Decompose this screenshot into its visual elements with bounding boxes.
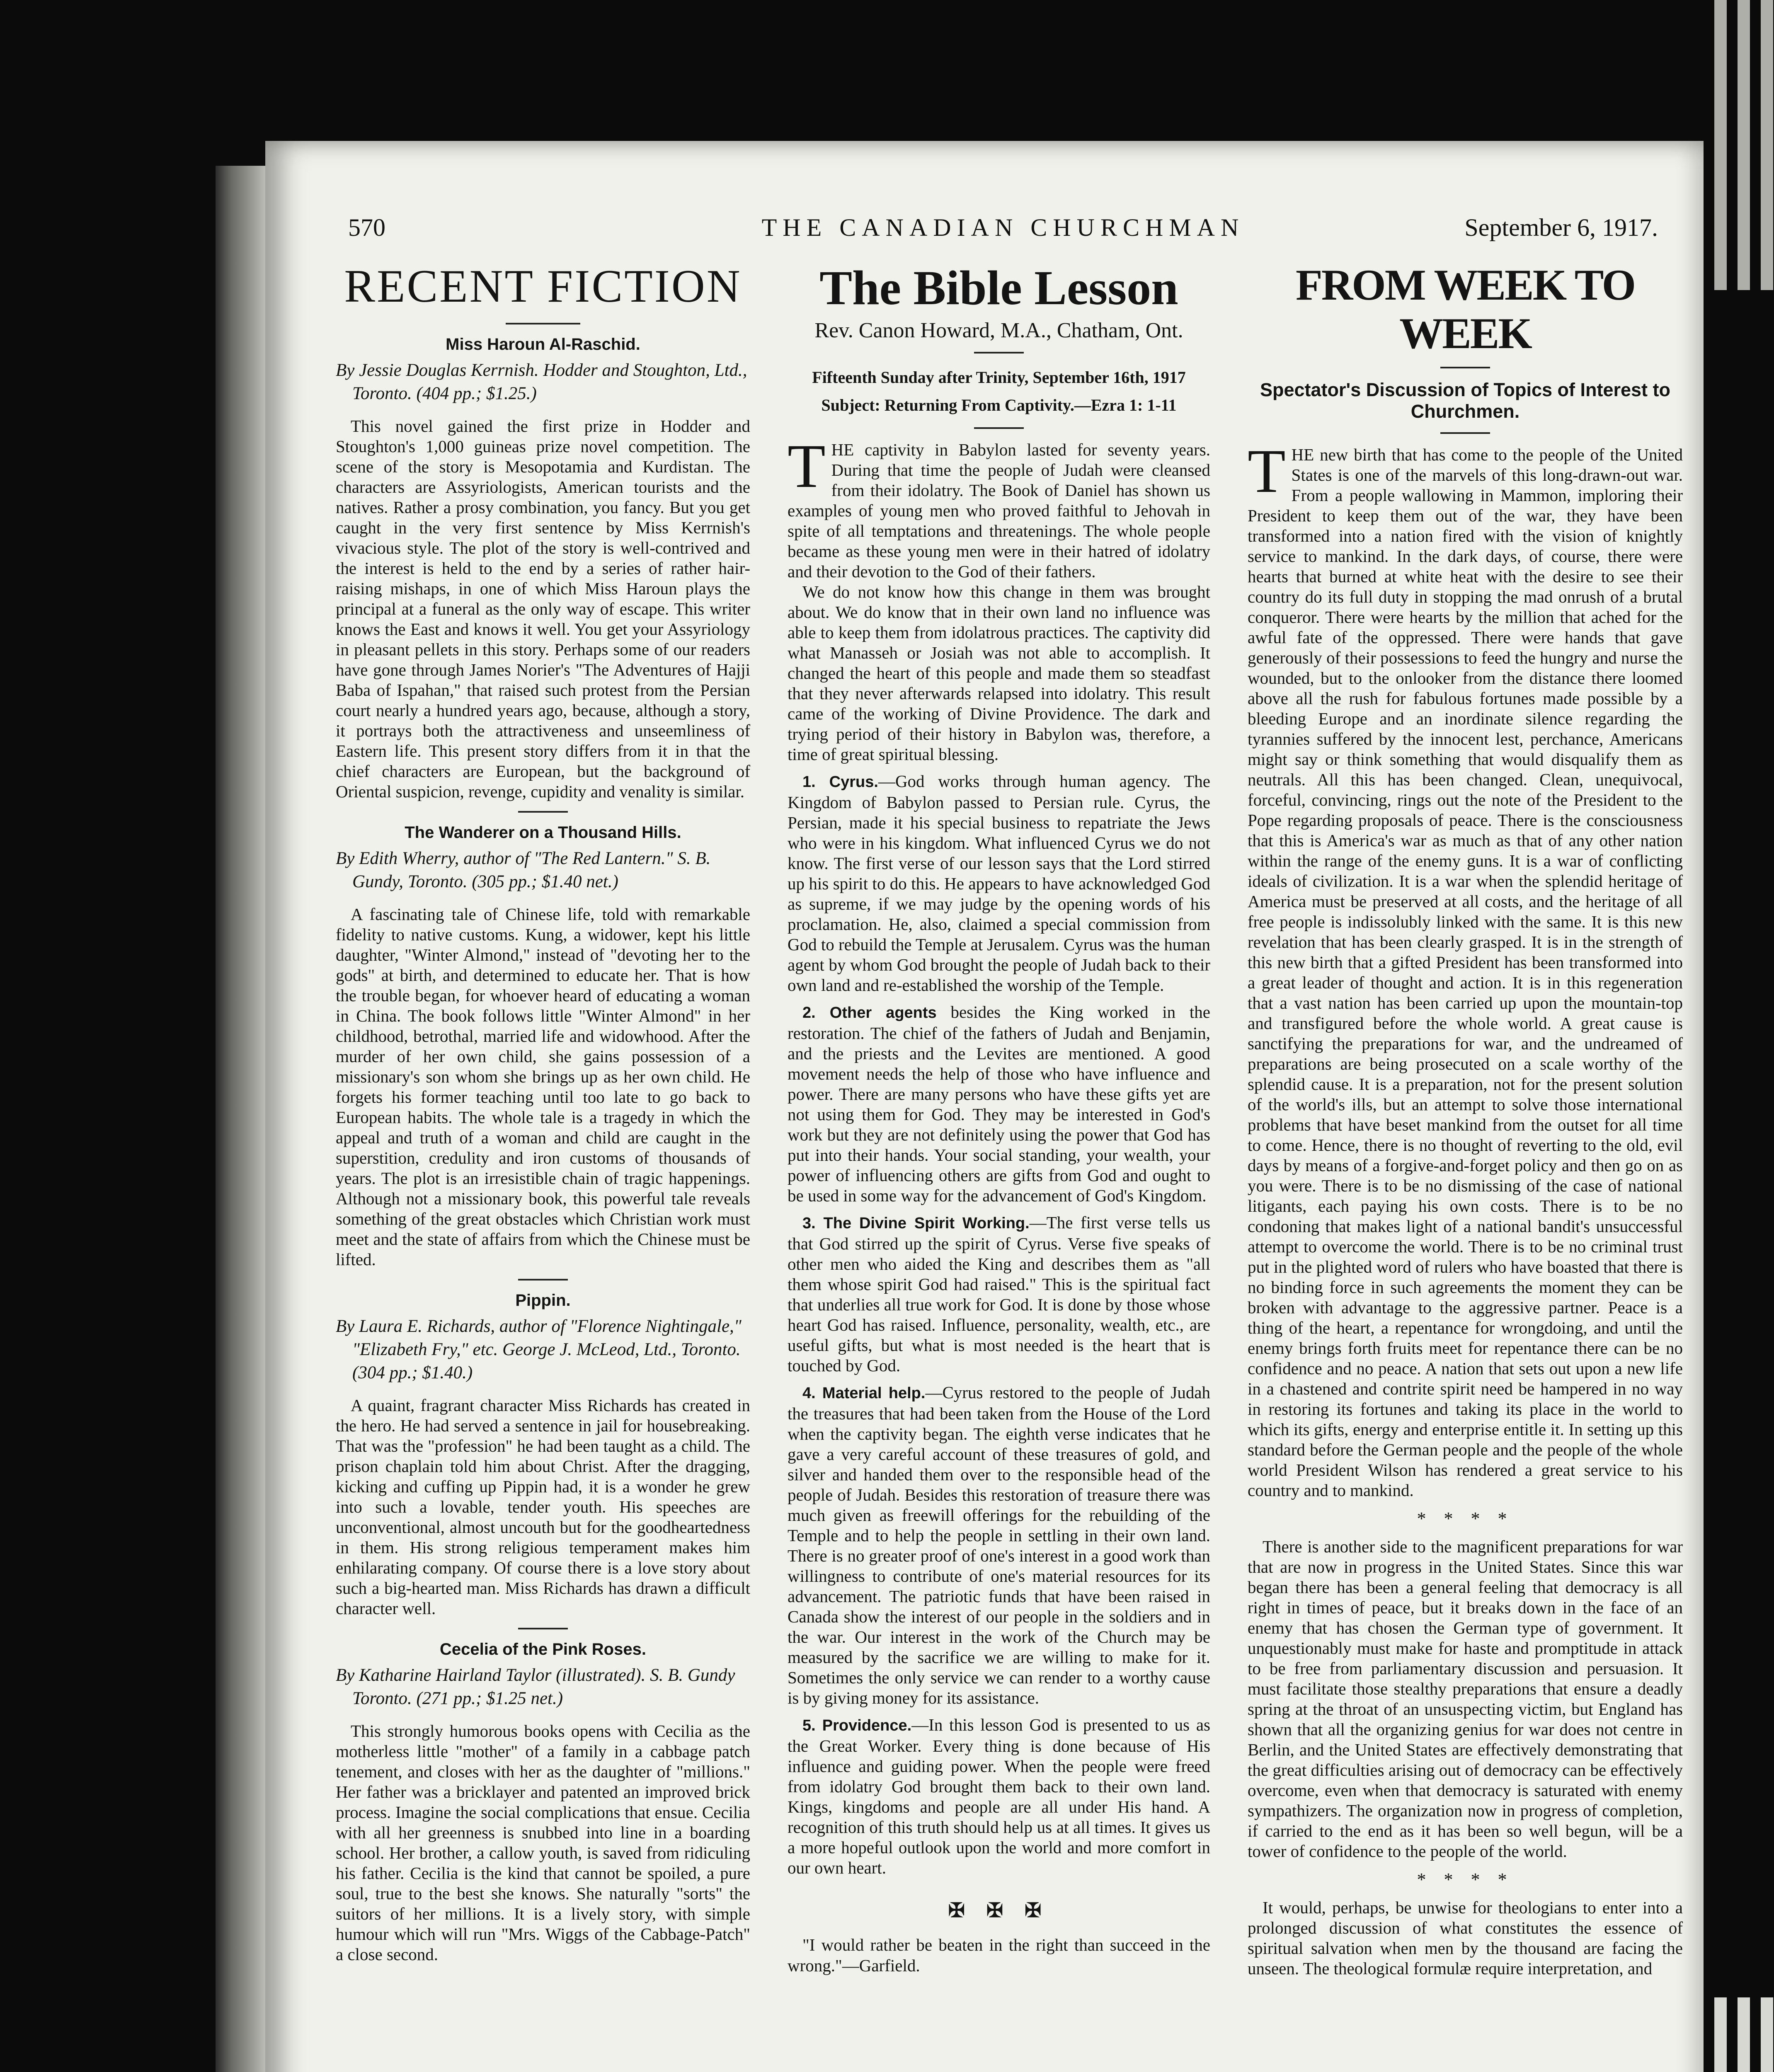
divider: [518, 811, 568, 813]
review-title: Pippin.: [515, 1291, 571, 1310]
garfield-quote: "I would rather be beaten in the right than succeed in the wrong."—Garfield.: [788, 1935, 1210, 1975]
bible-lesson-column: [788, 261, 1210, 1976]
review-text: A quaint, fragrant character Miss Richards has created in the hero. He had served a sentence in jail for housebreaking. That was the "profession" he had been taught as a child. The prison chaplain told him about Christ. After the dragging, kicking and cuffing up Pippin had, it is a wonder he grew into such a lovable, tender youth. His speeches are unconventional, almost uncouth but for the goodheartedness in them. His strong religious temperament makes him enhilarating company. Of course there is a love story about such a big-hearted man. Miss Richards has drawn a difficult character well.: [336, 1396, 750, 1618]
section-heading: 3. The Divine Spirit Working.: [802, 1214, 1030, 1232]
drop-cap: T: [788, 431, 826, 501]
review-byline: By Jessie Douglas Kerrnish. Hodder and Stoughton, Ltd., Toronto. (404 pp.; $1.25.): [336, 361, 747, 404]
lesson-section: [788, 771, 1210, 995]
section-stars: * * * *: [1417, 1508, 1514, 1529]
week-paragraph: It would, perhaps, be unwise for theologians to enter into a prolonged discussion of what constitutes the essence of spiritual salvation when men by the thousand are facing the unseen. The theological formulæ require interpretation, and: [1248, 1898, 1683, 1978]
review-byline: By Laura E. Richards, author of "Florence Nightingale," "Elizabeth Fry," etc. George J. McLeod, Ltd., Toronto. (304 pp.; $1.40.): [336, 1317, 742, 1383]
lesson-section: [788, 1002, 1210, 1206]
lesson-paragraph: We do not know how this change in them was brought about. We do know that in their own land no influence was able to keep them from idolatrous practices. The captivity did what Manasseh or Josiah was not able to accomplish. It changed the heart of this people and made them so steadfast that they never afterwards relapsed into idolatry. This result came of the working of Divine Providence. The dark and trying period of their history in Babylon was, therefore, a time of great spiritual blessing.: [788, 582, 1210, 764]
week-to-week-column: [1248, 261, 1683, 1979]
review-text: This novel gained the first prize in Hodder and Stoughton's 1,000 guineas prize novel competition. The scene of the story is Mesopotamia and Kurdistan. The characters are Assyriologists, American tourists and the natives. Rather a prosy combination, you fancy. But you get caught in the very first sentence by Miss Kerrnish's vivacious style. The plot of the story is well-contrived and the interest is held to the end by a series of rather hair-raising mishaps, in one of which Miss Haroun plays the principal at a funeral as the only way of escape. This writer knows the East and knows it well. You get your Assyriology in pleasant pellets in this story. Perhaps some of our readers have gone through James Norier's "The Adventures of Hajji Baba of Ispahan," that raised such protest from the Persian court nearly a hundred years ago, because, although a story, it portrays both the attractiveness and unseemliness of Eastern life. This present story differs from it in that the chief characters are European, but the background of Oriental suspicion, revenge, cupidity and venality is similar.: [336, 416, 750, 801]
lesson-intro: [788, 431, 1210, 582]
section-heading: 4. Material help.: [802, 1384, 926, 1402]
divider: [506, 323, 580, 324]
divider: [974, 427, 1024, 429]
section-heading: 5. Providence.: [802, 1716, 912, 1734]
divider: [1440, 432, 1490, 434]
section-text: —God works through human agency. The Kingdom of Babylon passed to Persian rule. Cyrus, the Persian, made it his special business to repatriate the Jews who were in his kingdom. What influenced Cyrus we do not know. The first verse of our lesson says that the Lord stirred up his spirit to do this. He appears to have acknowledged God as supreme, if we may judge by the opening words of his proclamation. He, also, claimed a special commission from God to rebuild the Temple at Jerusalem. Cyrus was the human agent by whom God brought the people of Judah back to their own land and re-established the worship of the Temple.: [788, 771, 1211, 995]
week-paragraph-text: HE new birth that has come to the people of the United States is one of the marvels of this long-drawn-out war. From a people wallowing in Mammon, imploring their President to keep them out of the war, they have been transformed into a nation fired with the vision of knightly service to mankind. In the dark days, of course, there were hearts that burned at white heat with the desire to see their country do its full duty in stopping the mad onrush of a brutal conqueror. There were hearts by the million that ached for the awful fate of the oppressed. There were hands that gave generously of their possessions to feed the hungry and nurse the wounded, but to the onlooker from the distance there loomed above all the rush for fabulous fortunes made possible by a bleeding Europe and an inordinate silence regarding the tyrannies suffered by the innocent lest, perchance, Americans might say or think something that would disqualify them as neutrals. All this has been changed. Clean, unequivocal, forceful, convincing, rings out the note of the President to the Pope regarding proposals of peace. There is the consciousness that this is America's war as much as that of any other nation within the range of the enemy guns. It is a war of conflicting ideals of civilization. It is a war when the splendid heritage of America must be preserved at all costs, and the heritage of all free people is indissolubly linked with the same. It is this new revelation that has been clearly grasped. It is in the strength of this new birth that a gifted President has been transformed into a great leader of thought and action. It is in this regeneration that a vast nation has been carried up upon the mountain-top and transfigured before the whole world. A great cause is sanctifying the preparations for war, and the undreamed of preparations are being prosecuted on a scale worthy of the splendid cause. It is a preparation, not for the present solution of the world's ills, but an attempt to solve those international problems that have beset mankind from the outset for all time to come. Hence, there is no thought of reverting to the old, evil days by means of a forgive-and-forget policy and then go on as you were. There is to be no dismissing of the case of national litigants, each paying his own costs. There is to be no condoning that makes light of a national bandit's unsuccessful attempt to overcome the world. There is to be no criminal trust put in the plighted word of rulers who have boasted that there is no binding force in such agreements the moment they can be broken with advantage to the aggressive partner. Peace is a thing of the heart, a repentance for wrongdoing, and until the enemy brings forth fruits meet for repentance there can be no confidence and no peace. A nation that sets out upon a new life in a chastened and contrite spirit need be hampered in no way in restoring its fortunes and taking its place in the world to which its gifts, energy and enterprise entitle it. In setting up this standard before the German people and the people of the whole world President Wilson has rendered a great service to his country and to mankind.: [1248, 445, 1683, 1500]
section-text: besides the King worked in the restoration. The chief of the fathers of Judah and Benjamin, and the priests and the Levites are mentioned. A good movement needs the help of those who have influence and power. There are many persons who have these gifts yet are not using them for God. They may be interested in God's work but they are not definitely using the power that God has put into their hands. Your social standing, your wealth, your power of influencing others are gifts from God and ought to be used in some way for the advancement of God's Kingdom.: [788, 1002, 1210, 1205]
week-to-week-title: FROM WEEK TO WEEK: [1295, 261, 1635, 358]
divider: [518, 1279, 568, 1280]
recent-fiction-column: [336, 261, 750, 1965]
masthead: THE CANADIAN CHURCHMAN: [761, 214, 1245, 241]
section-text: —In this lesson God is presented to us as the Great Worker. Every thing is done because of His influence and guiding power. When the people were freed from idolatry God brought them back to their own land. Kings, kingdoms and people are all under His hand. A recognition of this truth should help us at all times. It gives us a more hopeful outlook upon the world and more comfort in our own heart.: [788, 1715, 1210, 1877]
recent-fiction-title: RECENT FICTION: [344, 261, 742, 312]
lesson-subject: Subject: Returning From Captivity.—Ezra 1: 1-11: [821, 395, 1177, 414]
drop-cap: T: [1248, 437, 1286, 506]
lesson-section: [788, 1715, 1210, 1878]
divider: [1440, 367, 1490, 368]
spectator-subtitle: Spectator's Discussion of Topics of Interest to Churchmen.: [1260, 379, 1671, 422]
section-text: —The first verse tells us that God stirred up the spirit of Cyrus. Verse five speaks of other men who aided the King and describes them as "all them whose spirit God had raised." This is the spiritual fact that underlies all true work for God. It is done by those whose heart God has raised. Influence, personality, wealth, etc., are useful gifts, but what is most needed is the heart that is touched by God.: [788, 1213, 1210, 1375]
review-byline: By Katharine Hairland Taylor (illustrated). S. B. Gundy Toronto. (271 pp.; $1.25 net.): [336, 1665, 735, 1709]
divider: [518, 1628, 568, 1629]
review-text: This strongly humorous books opens with Cecilia as the motherless little "mother" of a family in a cabbage patch tenement, and closes with her as the daughter of "millions." Her father was a bricklayer and patented an improved brick process. Imagine the social complications that ensue. Cecilia with all her greenness is snubbed into line in a boarding school. Her brother, a callow youth, is saved from ridiculing his father. Cecilia is the kind that cannot be spoiled, a pure soul, true to the best she knows. She naturally "sorts" the suitors of her millions. It is a lively story, with simple humour which will run "Mrs. Wiggs of the Cabbage-Patch" a close second.: [336, 1721, 750, 1964]
divider: [974, 352, 1024, 353]
section-text: —Cyrus restored to the people of Judah the treasures that had been taken from the House of the Lord when the captivity began. The eighth verse indicates that he gave a very careful account of these treasures of gold, and silver and handed them over to the responsible head of the people of Judah. Besides this restoration of treasure there was much given as freewill offerings for the rebuilding of the Temple and to help the people in settling in their own land. There is no greater proof of one's interest in a good work than willingness to contribute of one's material resources for its advancement. The patriotic funds that have been raised in Canada show the interest of our people in the soldiers and in the war. Our interest in the work of the Church may be measured by the sacrifice we are willing to make for it. Sometimes the only service we can render to a worthy cause is by giving money for its assistance.: [788, 1382, 1211, 1707]
book-edge-top: [1704, 0, 1774, 290]
book-spine: [216, 166, 269, 2072]
week-paragraph: [1248, 437, 1683, 1501]
lesson-intro-text: HE captivity in Babylon lasted for seventy years. During that time the people of Judah were cleansed from their idolatry. The Book of Daniel has shown us examples of young men who proved faithful to Jehovah in spite of all temptations and threatenings. The whole people became as these young men were in their hatred of idolatry and their devotion to the God of their fathers.: [788, 440, 1210, 581]
review-title: Cecelia of the Pink Roses.: [440, 1640, 646, 1659]
review-text: A fascinating tale of Chinese life, told with remarkable fidelity to native customs. Kung, a widower, kept his little daughter, "Winter Almond," instead of "devoting her to the gods" at birth, and determined to educate her. That is how the trouble began, for whoever heard of educating a woman in China. The book follows little "Winter Almond" in her childhood, betrothal, married life and widowhood. After the murder of her own child, she gains possession of a missionary's son whom she brings up as her own child. He forgets his former teaching until too late to go back to European habits. The whole tale is a tragedy in which the appeal and truth of a woman and child are caught in the superstition, credulity and iron customs of thousands of years. The plot is an irresistible chain of tragic happenings. Although not a missionary book, this powerful tale reveals something of the great obstacles which Christian work must meet and the state of affairs from which the Chinese must be lifted.: [336, 905, 750, 1269]
lesson-dateline: Fifteenth Sunday after Trinity, September 16th, 1917: [812, 368, 1186, 387]
review-title: Miss Haroun Al-Raschid.: [446, 335, 640, 354]
page-header: [348, 213, 1658, 247]
book-edge-bottom: [1704, 1997, 1774, 2072]
issue-date: September 6, 1917.: [1464, 214, 1658, 241]
section-heading: 1. Cyrus.: [802, 773, 878, 791]
lesson-section: [788, 1213, 1210, 1376]
section-heading: 2. Other agents: [802, 1004, 937, 1021]
cross-ornament: ✠ ✠ ✠: [948, 1899, 1050, 1922]
week-paragraph: There is another side to the magnificent preparations for war that are now in progress in the United States. Since this war began there has been a general feeling that democracy is all right in times of peace, but it breaks down in the face of an enemy that has chosen the German type of government. It unquestionably must make for haste and promptitude in attack to be free from parliamentary discussion and persuasion. It must facilitate those stealthy preparations that ensure a deadly spring at the throat of an unsuspecting victim, but England has shown that all the organizing genius for war does not centre in Berlin, and the United States are effectively demonstrating that the great difficulties arising out of democracy can be effectively overcome, even when that democracy is saturated with enemy sympathizers. The organization now in progress of completion, if carried to the end as it has been so well begun, will be a tower of confidence to the people of the world.: [1248, 1537, 1683, 1861]
review-byline: By Edith Wherry, author of "The Red Lantern." S. B. Gundy, Toronto. (305 pp.; $1.40 net.): [336, 849, 711, 892]
bible-lesson-title: The Bible Lesson: [819, 261, 1178, 315]
lesson-author: Rev. Canon Howard, M.A., Chatham, Ont.: [814, 318, 1183, 342]
page-number: 570: [348, 214, 385, 241]
review-title: The Wanderer on a Thousand Hills.: [405, 823, 681, 842]
section-stars: * * * *: [1417, 1869, 1514, 1890]
lesson-section: [788, 1382, 1210, 1708]
